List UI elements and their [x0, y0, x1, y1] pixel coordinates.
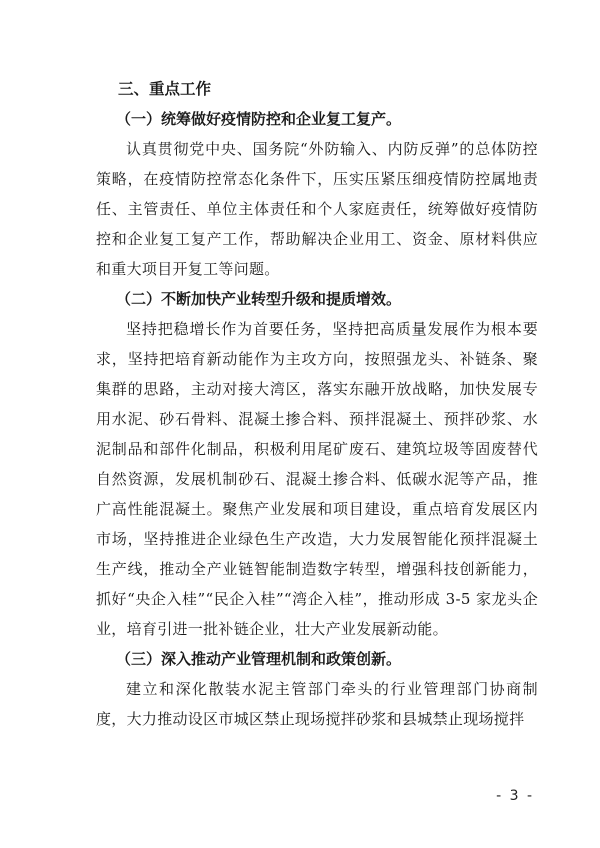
- item-2-title: （二）不断加快产业转型升级和提质增效。: [116, 290, 402, 308]
- section-heading: 三、重点工作: [118, 80, 212, 98]
- item-3-title: （三）深入推动产业管理机制和政策创新。: [116, 650, 402, 668]
- document-body: [96, 74, 538, 734]
- item-1-body: 认真贯彻党中央、国务院“外防输入、内防反弹”的总体防控策略，在疫情防控常态化条件下，压实压紧压细疫情防控属地责任、主管责任、单位主体责任和个人家庭责任，统筹做好疫情防控和企业复工复产工作，帮助解决企业用工、资金、原材料供应和重大项目开复工等问题。: [96, 140, 538, 278]
- item-3-body: 建立和深化散装水泥主管部门牵头的行业管理部门协商制度，大力推动设区市城区禁止现场搅拌砂浆和县城禁止现场搅拌: [96, 680, 538, 728]
- item-1-title: （一）统筹做好疫情防控和企业复工复产。: [116, 110, 402, 128]
- item-2-body: 坚持把稳增长作为首要任务，坚持把高质量发展作为根本要求，坚持把培育新动能作为主攻方向，按照强龙头、补链条、聚集群的思路，主动对接大湾区，落实东融开放战略，加快发展专用水泥、砂石骨料、混凝土掺合料、预拌混凝土、预拌砂浆、水泥制品和部件化制品，积极利用尾矿废石、建筑垃圾等固废替代自然资源，发展机制砂石、混凝土掺合料、低碳水泥等产品，推广高性能混凝土。聚焦产业发展和项目建设，重点培育发展区内市场，坚持推进企业绿色生产改造，大力发展智能化预拌混凝土生产线，推动全产业链智能制造数字转型，增强科技创新能力，抓好“央企入桂”“民企入桂”“湾企入桂”，推动形成 3-5 家龙头企业，培育引进一批补链企业，壮大产业发展新动能。: [96, 320, 538, 638]
- page-number: - 3 -: [496, 788, 534, 804]
